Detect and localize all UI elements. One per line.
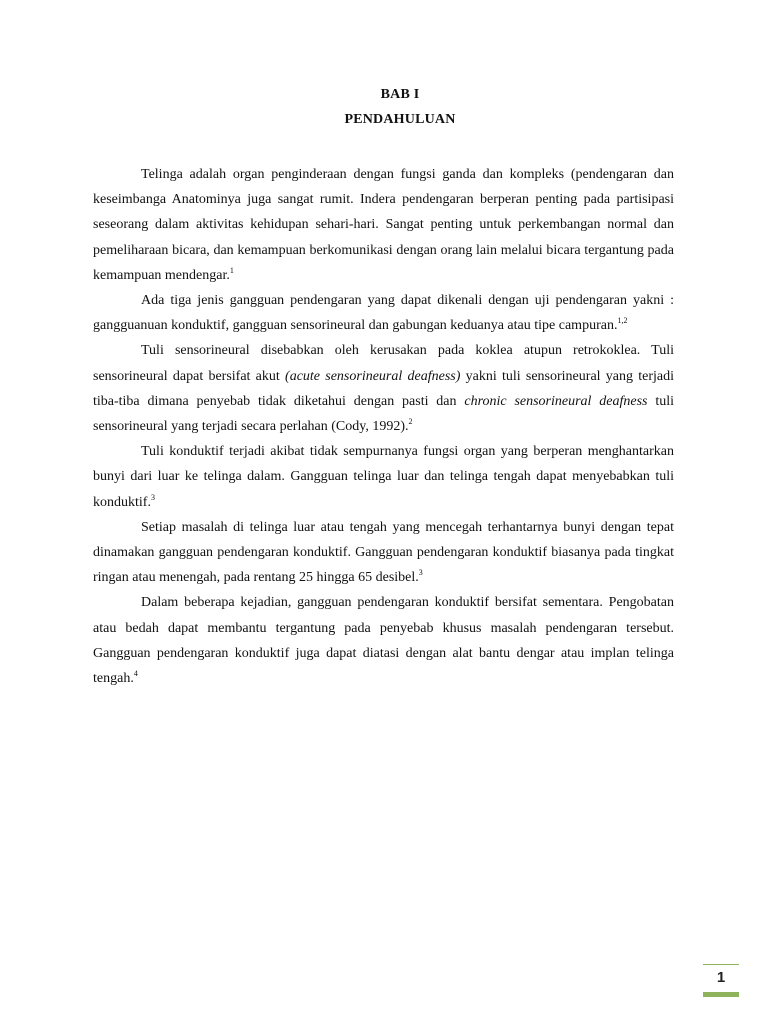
page-number: 1 <box>716 969 726 986</box>
reference-superscript: 1,2 <box>617 316 628 326</box>
reference-superscript: 4 <box>133 669 138 679</box>
paragraph <box>93 439 674 515</box>
chapter-label: BAB I <box>380 87 420 102</box>
italic-term: chronic sensorineural deafness <box>464 393 648 409</box>
paragraph-text: tuli sensorineural yang terjadi secara perlahan (Cody, 1992). <box>93 393 675 435</box>
reference-superscript: 3 <box>150 492 155 502</box>
reference-superscript: 2 <box>408 417 413 427</box>
paragraph <box>93 162 674 288</box>
paragraph-text: Tuli konduktif terjadi akibat tidak sempurnanya fungsi organ yang berperan menghantarkan bunyi dari luar ke telinga dalam. Gangguan telinga luar dan telinga tengah dapat menyebabkan tuli konduktif. <box>93 444 674 510</box>
paragraph-text: Ada tiga jenis gangguan pendengaran yang dapat dikenali dengan uji pendengaran yakni : gangguanuan konduktif, gangguan sensorineural dan gabungan keduanya atau tipe campuran. <box>93 293 674 334</box>
paragraph <box>93 590 674 691</box>
page-number-accent-bar <box>703 992 739 997</box>
paragraph-text: Tuli sensorineural disebabkan oleh kerusakan pada koklea atupun retrokoklea. Tuli sensorineural dapat bersifat akut <box>93 343 674 384</box>
reference-superscript: 3 <box>418 568 423 578</box>
page-number-box <box>703 964 739 997</box>
italic-term: (acute sensorineural deafness) <box>285 368 461 384</box>
paragraph-text: Telinga adalah organ penginderaan dengan fungsi ganda dan kompleks (pendengaran dan keseimbanga Anatominya juga sangat rumit. Indera pendengaran berperan penting pada partisipasi seseorang dalam aktivitas kehidupan sehari-hari. Sangat penting untuk perkembangan normal dan pemeliharaan bicara, dan kemampuan berkomunikasi dengan orang lain melalui bicara tergantung pada kemampuan mendengar. <box>93 167 674 283</box>
paragraph <box>93 338 674 439</box>
paragraph <box>93 515 674 591</box>
paragraph <box>93 288 674 338</box>
paragraph-text: Setiap masalah di telinga luar atau tengah yang mencegah terhantarnya bunyi dengan tepat dinamakan gangguan pendengaran konduktif. Gangguan pendengaran konduktif biasanya pada tingkat ringan atau menengah, pada rentang 25 hingga 65 desibel. <box>93 519 674 586</box>
paragraph-text: Dalam beberapa kejadian, gangguan pendengaran konduktif bersifat sementara. Pengobatan atau bedah dapat membantu tergantung pada penyebab khusus masalah pendengaran tersebut. Gangguan pendengaran konduktif juga dapat diatasi dengan alat bantu dengar atau implan telinga tengah. <box>93 595 674 687</box>
body-text <box>93 162 674 691</box>
paragraph-text: yakni tuli sensorineural yang terjadi tiba-tiba dimana penyebab tidak diketahui dengan pasti dan <box>93 368 675 409</box>
chapter-title: PENDAHULUAN <box>344 112 456 127</box>
reference-superscript: 1 <box>229 265 234 275</box>
